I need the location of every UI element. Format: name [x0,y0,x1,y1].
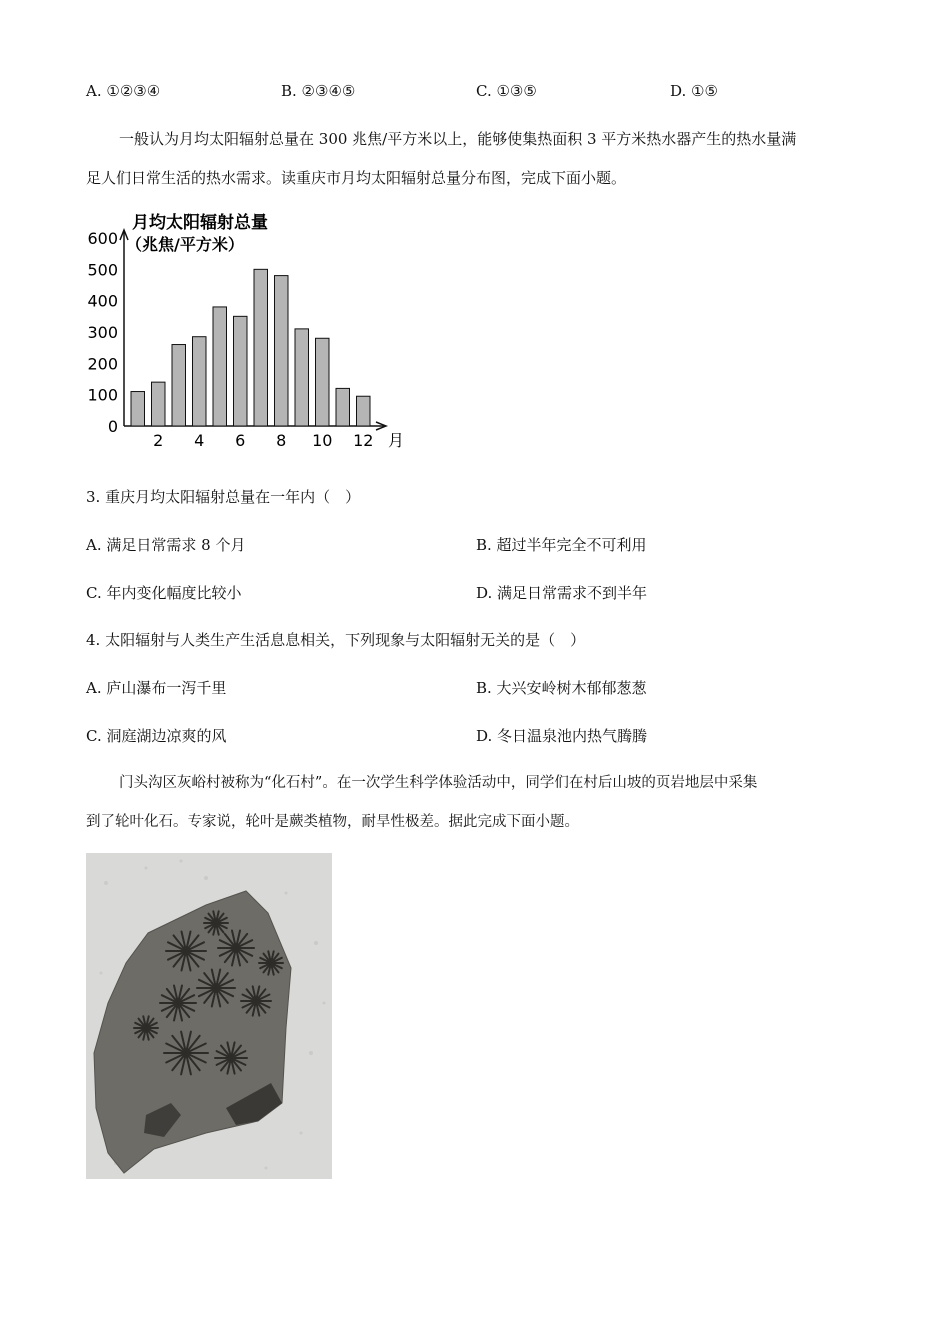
intro2-line1: 门头沟区灰峪村被称为“化石村”。在一次学生科学体验活动中，同学们在村后山坡的页岩地层中采集 [119,775,758,791]
y-tick-label: 500 [87,260,118,280]
q4-option-c: C. 洞庭湖边凉爽的风 [86,727,227,745]
bar-month-11 [336,388,350,426]
y-tick-label: 0 [107,417,118,436]
option-d: D. ①⑤ [670,82,718,100]
option-b: B. ②③④⑤ [281,82,356,100]
y-tick-label: 100 [87,385,118,405]
fossil-photo [86,853,332,1179]
bar-month-1 [131,392,145,426]
bar-month-3 [172,345,186,426]
bar-month-9 [295,329,309,426]
q4-stem: 4. 太阳辐射与人类生产生活息息相关，下列现象与太阳辐射无关的是（ ） [86,631,586,649]
q3-option-c: C. 年内变化幅度比较小 [86,584,242,602]
y-tick-label: 200 [87,354,118,374]
q4-option-b: B. 大兴安岭树木郁郁葱葱 [476,679,647,697]
chart-title: 月均太阳辐射总量 [132,213,268,233]
bar-month-10 [316,338,330,426]
chart-xlabel: 月 [388,431,405,450]
q3-option-d: D. 满足日常需求不到半年 [476,584,648,602]
q4-option-d: D. 冬日温泉池内热气腾腾 [476,727,648,745]
x-tick-label: 6 [235,431,246,450]
x-tick-label: 12 [353,431,374,450]
x-tick-label: 4 [194,431,205,450]
chart-x-ticks [153,431,373,450]
y-tick-label: 300 [87,323,118,342]
chart-ylabel: （兆焦/平方米） [126,235,244,254]
chart-y-ticks [87,229,118,436]
intro1-line2: 足人们日常生活的热水需求。读重庆市月均太阳辐射总量分布图，完成下面小题。 [86,169,627,187]
intro2-line2: 到了轮叶化石。专家说，轮叶是蕨类植物，耐旱性极差。据此完成下面小题。 [86,814,579,830]
y-tick-label: 400 [87,291,118,311]
y-tick-label: 600 [87,229,118,248]
option-c: C. ①③⑤ [476,82,537,100]
x-tick-label: 10 [312,431,333,450]
x-tick-label: 8 [276,431,287,450]
bar-month-7 [254,269,268,426]
q4-option-a: A. 庐山瀑布一泻千里 [86,679,227,697]
bar-month-8 [275,276,289,426]
bar-month-5 [213,307,227,426]
q3-stem: 3. 重庆月均太阳辐射总量在一年内（ ） [86,488,361,506]
q3-option-a: A. 满足日常需求 8 个月 [86,536,246,554]
bar-month-4 [193,337,207,426]
x-tick-label: 2 [153,431,164,450]
bar-month-2 [152,382,166,426]
bar-month-12 [357,396,371,426]
chart-bars [131,269,370,426]
option-a: A. ①②③④ [86,82,161,100]
intro1-line1: 一般认为月均太阳辐射总量在 300 兆焦/平方米以上，能够使集热面积 3 平方米热水器产生的热水量满 [119,130,797,148]
q3-option-b: B. 超过半年完全不可利用 [476,536,647,554]
radiation-bar-chart [86,210,416,455]
bar-month-6 [234,316,248,426]
